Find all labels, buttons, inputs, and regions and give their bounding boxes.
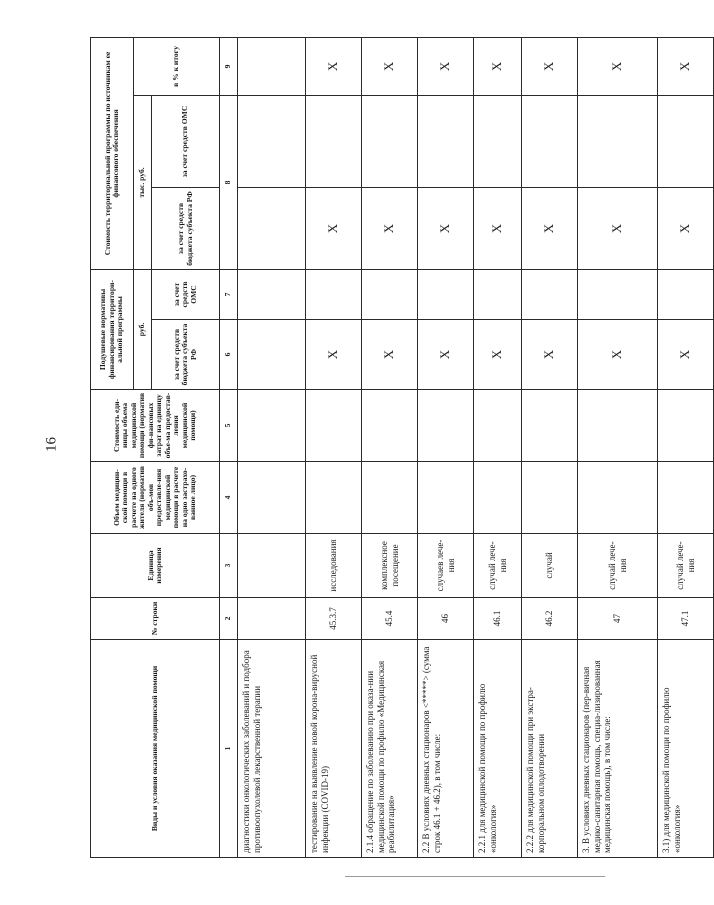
row-norm-oms xyxy=(474,269,522,319)
row-value-budget: X xyxy=(362,187,418,269)
row-value-budget xyxy=(238,187,306,269)
row-unit: случай xyxy=(522,534,578,598)
header-value-budget: за счет средств бюджета субъекта РФ xyxy=(152,187,220,269)
row-value-oms xyxy=(306,95,362,187)
row-type: тестирование на выявление новой корона-вирусной инфекции (COVID-19) xyxy=(306,640,362,858)
column-number: 3 xyxy=(220,534,238,598)
header-value-oms: за счет средств ОМС xyxy=(152,95,220,187)
column-number: 4 xyxy=(220,462,238,534)
header-type: Виды и условия оказания медицинской помощи xyxy=(91,640,220,858)
row-number: 47.1 xyxy=(658,598,714,640)
row-norm-oms xyxy=(306,269,362,319)
row-cost xyxy=(474,390,522,462)
row-volume xyxy=(238,462,306,534)
column-number: 1 xyxy=(220,640,238,858)
row-type: 2.2 В условиях дневных стационаров <*****> (сумма строк 46.1 + 46.2), в том числе: xyxy=(418,640,474,858)
header-norms-budget: за счет средств бюджета субъекта РФ xyxy=(152,320,220,390)
row-value-pct: X xyxy=(658,37,714,95)
row-cost xyxy=(578,390,658,462)
row-norm-oms xyxy=(522,269,578,319)
page-number: 16 xyxy=(43,437,60,452)
row-value-budget: X xyxy=(418,187,474,269)
row-number: 47 xyxy=(578,598,658,640)
header-cost: Стоимость еди-ницы объема медицинской помощи (норматив фи-нансовых затрат на единицу объе-ма предостав-ления медицинской помощи) xyxy=(91,390,220,462)
row-value-oms xyxy=(238,95,306,187)
column-number: 2 xyxy=(220,598,238,640)
header-norms-oms: за счет средств ОМС xyxy=(152,269,220,319)
row-number: 46.1 xyxy=(474,598,522,640)
table-row xyxy=(418,37,474,857)
row-value-pct: X xyxy=(362,37,418,95)
column-number: 6 xyxy=(220,320,238,390)
table-frame xyxy=(90,38,696,858)
row-type: 2.2.2 для медицинской помощи при экстра-корпоральном оплодотворении xyxy=(522,640,578,858)
row-value-budget: X xyxy=(522,187,578,269)
row-volume xyxy=(306,462,362,534)
row-norm-budget: X xyxy=(362,320,418,390)
row-cost xyxy=(418,390,474,462)
column-number: 9 xyxy=(220,37,238,95)
row-value-budget: X xyxy=(474,187,522,269)
row-volume xyxy=(658,462,714,534)
header-value-thous: тыс. руб. xyxy=(134,95,152,269)
rotated-table-container xyxy=(90,38,696,858)
row-number xyxy=(238,598,306,640)
table-row xyxy=(362,37,418,857)
header-unit: Единица измерения xyxy=(91,534,220,598)
row-unit: случай лече-ния xyxy=(658,534,714,598)
row-volume xyxy=(522,462,578,534)
row-cost xyxy=(362,390,418,462)
column-numbers-row xyxy=(220,37,238,857)
column-number: 7 xyxy=(220,269,238,319)
table-row xyxy=(474,37,522,857)
row-type: 3.1) для медицинской помощи по профилю «онкология» xyxy=(658,640,714,858)
table-row xyxy=(658,37,714,857)
table-row xyxy=(522,37,578,857)
row-norm-oms xyxy=(238,269,306,319)
header-volume: Объем медицин-ской помощи в расчете на одного жителя (норматив объ-мов предоставле-ния медицинской помощи в расчете на одно застрахо-ванное лицо) xyxy=(91,462,220,534)
table-row xyxy=(578,37,658,857)
row-value-pct xyxy=(238,37,306,95)
row-type: 2.1.4 обращение по заболеванию при оказа-нии медицинской помощи по профилю «Медицинская реабилитация» xyxy=(362,640,418,858)
row-norm-budget: X xyxy=(658,320,714,390)
row-norm-budget xyxy=(238,320,306,390)
row-type: 2.2.1 для медицинской помощи по профилю «онкология» xyxy=(474,640,522,858)
row-value-oms xyxy=(362,95,418,187)
row-volume xyxy=(418,462,474,534)
row-unit: исследования xyxy=(306,534,362,598)
row-value-pct: X xyxy=(578,37,658,95)
row-value-budget: X xyxy=(306,187,362,269)
row-norm-budget: X xyxy=(474,320,522,390)
row-unit: случай лече-ния xyxy=(578,534,658,598)
row-value-budget: X xyxy=(578,187,658,269)
row-norm-oms xyxy=(362,269,418,319)
row-value-pct: X xyxy=(306,37,362,95)
table-row xyxy=(238,37,306,857)
header-norms-rub: руб. xyxy=(134,269,152,389)
row-unit: случай лече-ния xyxy=(474,534,522,598)
row-value-oms xyxy=(418,95,474,187)
row-value-oms xyxy=(522,95,578,187)
header-value-pct: в % к итогу xyxy=(134,37,220,95)
row-norm-oms xyxy=(418,269,474,319)
header-row-no: № строки xyxy=(91,598,220,640)
header-norms-group: Подушевые нормативы финансирования территори-альной программы xyxy=(91,269,134,389)
row-number: 45.4 xyxy=(362,598,418,640)
column-number: 5 xyxy=(220,390,238,462)
row-cost xyxy=(658,390,714,462)
table-row xyxy=(306,37,362,857)
row-number: 46 xyxy=(418,598,474,640)
header-row-1 xyxy=(91,37,134,857)
row-unit xyxy=(238,534,306,598)
bottom-divider-line xyxy=(345,876,605,877)
row-value-oms xyxy=(578,95,658,187)
medical-care-table xyxy=(90,37,714,858)
row-norm-budget: X xyxy=(418,320,474,390)
row-unit: комплексное посещение xyxy=(362,534,418,598)
row-value-oms xyxy=(474,95,522,187)
row-cost xyxy=(522,390,578,462)
row-value-oms xyxy=(658,95,714,187)
row-norm-budget: X xyxy=(578,320,658,390)
row-volume xyxy=(362,462,418,534)
row-norm-budget: X xyxy=(522,320,578,390)
row-cost xyxy=(306,390,362,462)
header-value-group: Стоимость территориальной программы по источникам ее финансового обеспечения xyxy=(91,37,134,269)
row-value-pct: X xyxy=(522,37,578,95)
row-type: диагностики онкологических заболеваний и подбора противоопухолевой лекарственной терапии xyxy=(238,640,306,858)
row-norm-oms xyxy=(658,269,714,319)
row-norm-budget: X xyxy=(306,320,362,390)
column-number: 8 xyxy=(220,95,238,269)
row-number: 46.2 xyxy=(522,598,578,640)
row-number: 45.3.7 xyxy=(306,598,362,640)
row-value-pct: X xyxy=(474,37,522,95)
row-value-pct: X xyxy=(418,37,474,95)
row-unit: случаев лече-ния xyxy=(418,534,474,598)
row-volume xyxy=(578,462,658,534)
row-cost xyxy=(238,390,306,462)
row-volume xyxy=(474,462,522,534)
row-type: 3. В условиях дневных стационаров (пер-вичная медико-санитарная помощь, специа-лизированная медицинская помощь), в том числе: xyxy=(578,640,658,858)
row-value-budget: X xyxy=(658,187,714,269)
row-norm-oms xyxy=(578,269,658,319)
